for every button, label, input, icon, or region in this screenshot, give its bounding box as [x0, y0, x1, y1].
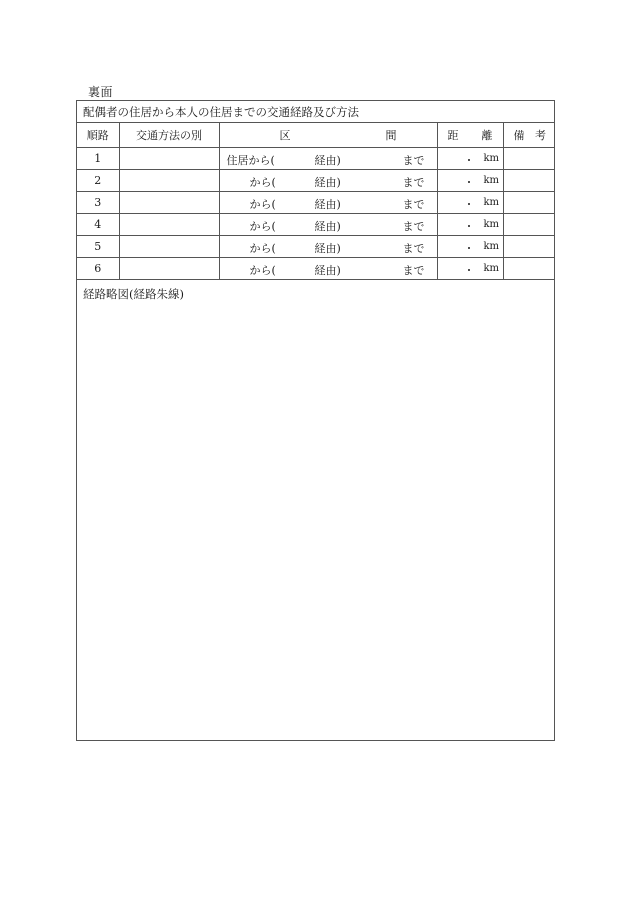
distance-cell[interactable]	[437, 235, 503, 257]
section-cell[interactable]	[219, 191, 437, 213]
route-number-cell: 1	[77, 147, 119, 169]
section-to-text: まで	[402, 197, 425, 211]
transport-method-cell[interactable]	[119, 213, 219, 235]
transport-method-cell[interactable]	[119, 147, 219, 169]
remarks-cell[interactable]	[503, 169, 554, 191]
table-row	[77, 147, 554, 169]
transport-method-cell[interactable]	[119, 235, 219, 257]
section-via-text: 経由)	[314, 241, 341, 255]
table-row	[77, 235, 554, 257]
header-route-no: 順路	[77, 123, 119, 147]
route-number-cell: 4	[77, 213, 119, 235]
decimal-point-mark: ・	[463, 197, 475, 211]
section-from-text: から(	[249, 197, 276, 211]
section-via-text: 経由)	[314, 263, 341, 277]
distance-cell[interactable]	[437, 147, 503, 169]
header-section-right: 間	[385, 128, 397, 142]
header-remarks-right: 考	[535, 128, 546, 142]
remarks-cell[interactable]	[503, 235, 554, 257]
section-via-text: 経由)	[314, 153, 341, 167]
route-number-cell: 6	[77, 257, 119, 279]
remarks-cell[interactable]	[503, 191, 554, 213]
decimal-point-mark: ・	[463, 153, 475, 167]
form-title: 配偶者の住居から本人の住居までの交通経路及び方法	[77, 101, 554, 123]
table-row	[77, 191, 554, 213]
decimal-point-mark: ・	[463, 219, 475, 233]
distance-unit: km	[483, 196, 500, 208]
route-form	[76, 100, 555, 741]
table-header-row	[77, 123, 554, 147]
route-table	[77, 123, 554, 280]
header-remarks-left: 備	[513, 128, 525, 142]
header-section-left: 区	[279, 128, 291, 142]
route-map-area[interactable]	[77, 280, 554, 302]
section-from-text: から(	[249, 263, 276, 277]
section-via-text: 経由)	[314, 175, 341, 189]
section-to-text: まで	[402, 263, 425, 277]
transport-method-cell[interactable]	[119, 191, 219, 213]
distance-unit: km	[483, 218, 500, 230]
table-row	[77, 213, 554, 235]
transport-method-cell[interactable]	[119, 257, 219, 279]
remarks-cell[interactable]	[503, 257, 554, 279]
route-rows	[77, 147, 554, 279]
distance-unit: km	[483, 174, 500, 186]
section-to-text: まで	[402, 175, 425, 189]
remarks-cell[interactable]	[503, 213, 554, 235]
distance-cell[interactable]	[437, 191, 503, 213]
section-via-text: 経由)	[314, 219, 341, 233]
decimal-point-mark: ・	[463, 241, 475, 255]
route-map-label: 経路略図(経路朱線)	[83, 286, 184, 301]
section-cell[interactable]	[219, 235, 437, 257]
header-transport-method: 交通方法の別	[119, 123, 219, 147]
route-number-cell: 5	[77, 235, 119, 257]
section-cell[interactable]	[219, 169, 437, 191]
header-distance-right: 離	[481, 128, 493, 142]
section-cell[interactable]	[219, 147, 437, 169]
remarks-cell[interactable]	[503, 147, 554, 169]
page-side-label: 裏面	[88, 85, 114, 99]
section-from-text: から(	[249, 241, 276, 255]
distance-unit: km	[483, 152, 500, 164]
table-row	[77, 257, 554, 279]
section-to-text: まで	[402, 153, 425, 167]
header-remarks	[503, 123, 554, 147]
section-to-text: まで	[402, 219, 425, 233]
section-from-text: 住居から(	[226, 153, 275, 167]
transport-method-cell[interactable]	[119, 169, 219, 191]
distance-unit: km	[483, 240, 500, 252]
header-distance-left: 距	[447, 128, 459, 142]
section-via-text: 経由)	[314, 197, 341, 211]
section-cell[interactable]	[219, 213, 437, 235]
section-from-text: から(	[249, 219, 276, 233]
decimal-point-mark: ・	[463, 175, 475, 189]
route-number-cell: 2	[77, 169, 119, 191]
table-row	[77, 169, 554, 191]
distance-cell[interactable]	[437, 213, 503, 235]
header-distance	[437, 123, 503, 147]
route-number-cell: 3	[77, 191, 119, 213]
header-section	[219, 123, 437, 147]
section-from-text: から(	[249, 175, 276, 189]
section-cell[interactable]	[219, 257, 437, 279]
distance-cell[interactable]	[437, 257, 503, 279]
distance-unit: km	[483, 262, 500, 274]
decimal-point-mark: ・	[463, 263, 475, 277]
section-to-text: まで	[402, 241, 425, 255]
distance-cell[interactable]	[437, 169, 503, 191]
